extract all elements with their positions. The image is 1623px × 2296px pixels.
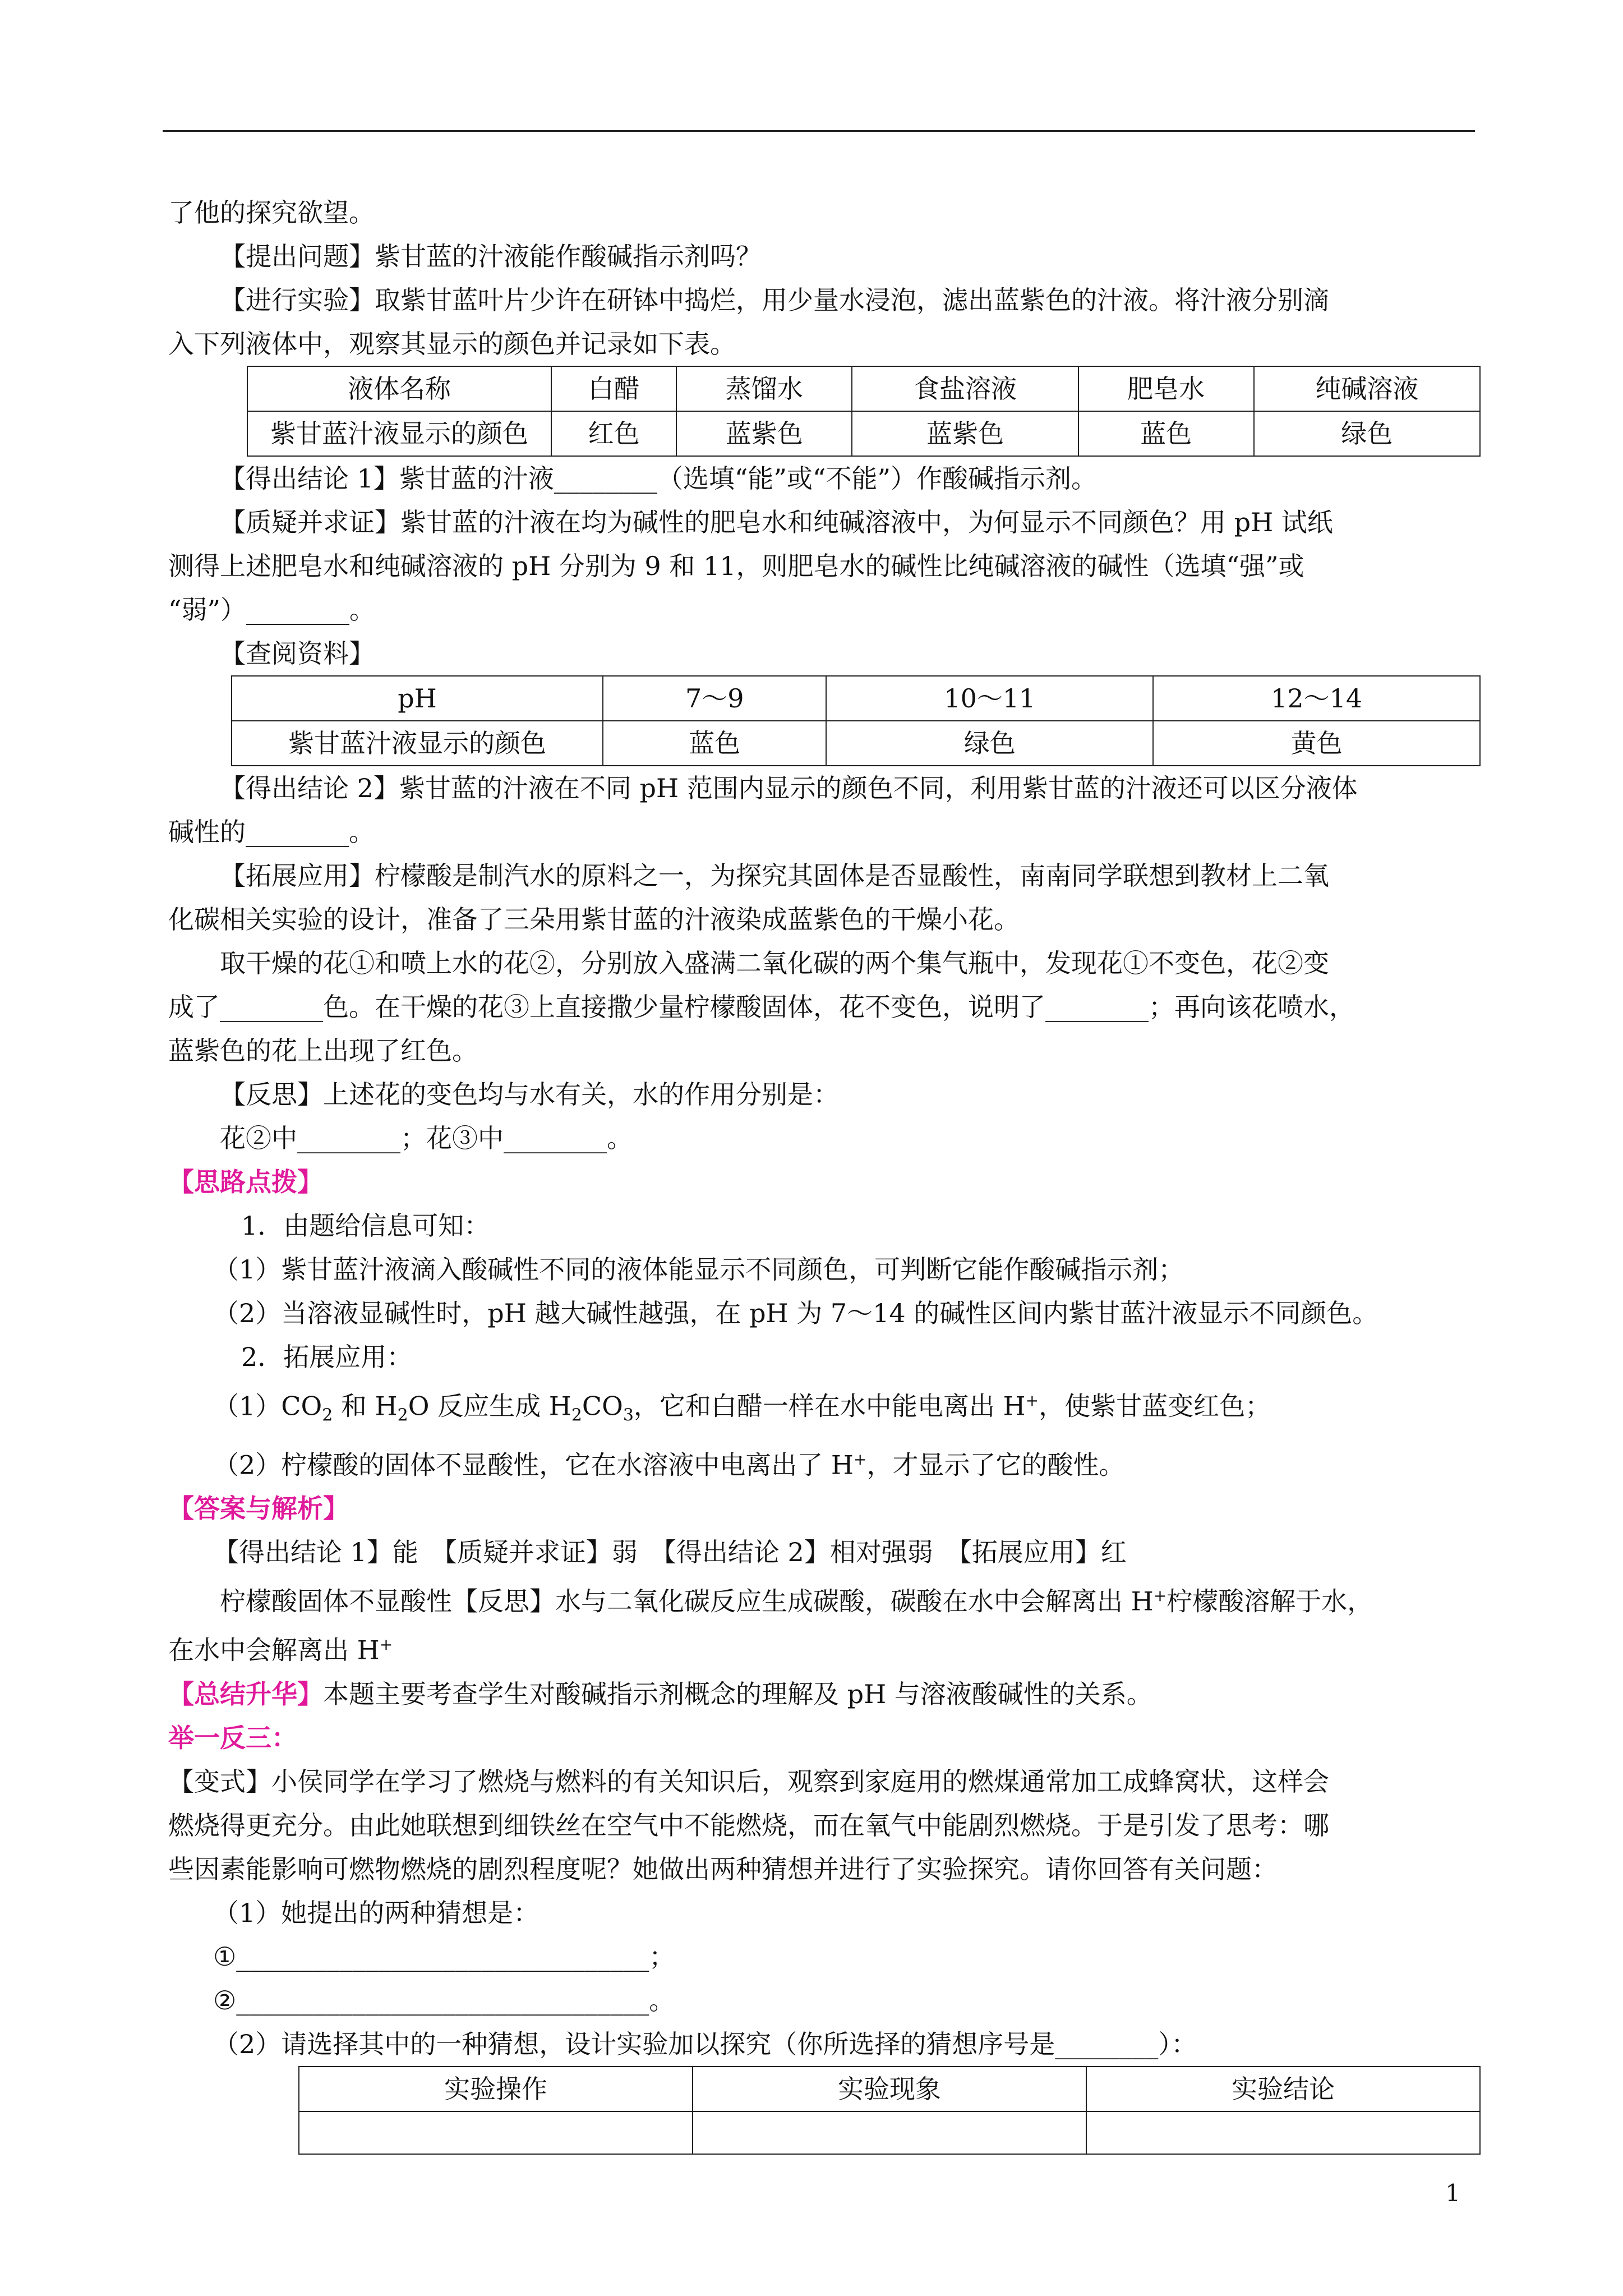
section-heading: 【总结升华】 <box>168 1678 323 1709</box>
table-cell: 绿色 <box>1254 411 1480 456</box>
table-row <box>299 2067 1480 2111</box>
text-span: （1）CO <box>213 1391 322 1421</box>
text-span: 柠檬酸溶解于水， <box>1166 1586 1373 1617</box>
text-line: 【拓展应用】柠檬酸是制汽水的原料之一，为探究其固体是否显酸性，南南同学联想到教材上二氧 <box>220 861 1329 891</box>
table-cell: pH <box>232 676 603 721</box>
document-body <box>168 191 1475 2155</box>
table-cell: 紫甘蓝汁液显示的颜色 <box>232 721 603 766</box>
text-line: 【进行实验】取紫甘蓝叶片少许在研钵中捣烂，用少量水浸泡，滤出蓝紫色的汁液。将汁液分别滴 <box>220 285 1329 315</box>
text-span: ，使紫甘蓝变红色； <box>1039 1391 1271 1421</box>
reference-table <box>231 675 1481 766</box>
text-line: 【得出结论 1】紫甘蓝的汁液________（选填“能”或“不能”）作酸碱指示剂。 <box>220 463 1097 494</box>
table-cell: 液体名称 <box>247 366 551 411</box>
text-line: 【得出结论 2】紫甘蓝的汁液在不同 pH 范围内显示的颜色不同，利用紫甘蓝的汁液还可以区分液体 <box>220 773 1358 803</box>
table-cell: 蒸馏水 <box>676 366 852 411</box>
subscript: 2 <box>322 1405 333 1425</box>
page-number: 1 <box>1445 2179 1460 2207</box>
text-span: CO <box>582 1391 623 1421</box>
header-rule <box>163 130 1475 132</box>
table-cell <box>1086 2111 1480 2154</box>
table-cell: 白醋 <box>551 366 676 411</box>
text-line: 【得出结论 1】能 【质疑并求证】弱 【得出结论 2】相对强弱 【拓展应用】红 <box>213 1536 1127 1567</box>
text-line: ①________________________________； <box>213 1941 675 1972</box>
table-cell: 蓝色 <box>603 721 826 766</box>
subscript: 2 <box>397 1405 408 1425</box>
table-cell: 肥皂水 <box>1078 366 1254 411</box>
text-line: 1．由题给信息可知： <box>241 1211 490 1241</box>
text-span: 和 H <box>333 1391 398 1421</box>
table-cell: 10～11 <box>826 676 1153 721</box>
table-cell <box>693 2111 1086 2154</box>
text-span: 本题主要考查学生对酸碱指示剂概念的理解及 pH 与溶液酸碱性的关系。 <box>323 1678 1152 1709</box>
text-line: 2．拓展应用： <box>241 1342 413 1372</box>
section-heading: 【答案与解析】 <box>168 1493 349 1524</box>
superscript: + <box>1025 1391 1039 1410</box>
table-cell: 绿色 <box>826 721 1153 766</box>
text-line: 取干燥的花①和喷上水的花②，分别放入盛满二氧化碳的两个集气瓶中，发现花①不变色，花②变 <box>220 948 1329 978</box>
subscript: 2 <box>571 1405 582 1425</box>
table-cell: 实验操作 <box>299 2067 693 2111</box>
text-line: 【反思】上述花的变色均与水有关，水的作用分别是： <box>220 1079 839 1110</box>
table-cell: 7～9 <box>603 676 826 721</box>
text-line: 花②中________；花③中________。 <box>220 1123 633 1153</box>
text-line: 了他的探究欲望。 <box>168 197 375 228</box>
text-line: 【提出问题】紫甘蓝的汁液能作酸碱指示剂吗？ <box>220 241 762 272</box>
text-span: （2）柠檬酸的固体不显酸性，它在水溶液中电离出了 H <box>213 1449 854 1480</box>
table-cell: 蓝紫色 <box>852 411 1078 456</box>
text-span: ，它和白醋一样在水中能电离出 H <box>633 1391 1026 1421</box>
subscript: 3 <box>623 1405 634 1425</box>
table-cell: 实验结论 <box>1086 2067 1480 2111</box>
text-line: “弱”）________。 <box>168 595 376 625</box>
text-line: （2）请选择其中的一种猜想，设计实验加以探究（你所选择的猜想序号是________）： <box>213 2028 1197 2059</box>
text-line <box>168 1379 1475 1438</box>
table-cell: 紫甘蓝汁液显示的颜色 <box>247 411 551 456</box>
text-line: 燃烧得更充分。由此她联想到细铁丝在空气中不能燃烧，而在氧气中能剧烈燃烧。于是引发了思考：哪 <box>168 1810 1329 1841</box>
text-line: （2）当溶液显碱性时，pH 越大碱性越强，在 pH 为 7～14 的碱性区间内紫甘蓝汁液显示不同颜色。 <box>213 1298 1378 1328</box>
text-line <box>168 1672 1475 1716</box>
table-cell: 纯碱溶液 <box>1254 366 1480 411</box>
text-line: 【质疑并求证】紫甘蓝的汁液在均为碱性的肥皂水和纯碱溶液中，为何显示不同颜色？用 pH 试纸 <box>220 507 1333 537</box>
text-line: 测得上述肥皂水和纯碱溶液的 pH 分别为 9 和 11，则肥皂水的碱性比纯碱溶液的碱性（选填“强”或 <box>168 551 1304 581</box>
text-line: 蓝紫色的花上出现了红色。 <box>168 1036 478 1066</box>
table-cell: 蓝色 <box>1078 411 1254 456</box>
section-heading: 举一反三： <box>168 1722 297 1753</box>
superscript: + <box>379 1635 393 1654</box>
answer-table <box>298 2066 1481 2155</box>
text-line <box>168 1623 1475 1672</box>
superscript: + <box>1153 1586 1167 1605</box>
text-line: （1）她提出的两种猜想是： <box>213 1897 540 1928</box>
text-line: 化碳相关实验的设计，准备了三朵用紫甘蓝的汁液染成蓝紫色的干燥小花。 <box>168 904 1020 935</box>
table-cell: 12～14 <box>1153 676 1480 721</box>
text-line: （1）紫甘蓝汁液滴入酸碱性不同的液体能显示不同颜色，可判断它能作酸碱指示剂； <box>213 1254 1184 1285</box>
table-row <box>232 721 1480 766</box>
text-line: 【变式】小侯同学在学习了燃烧与燃料的有关知识后，观察到家庭用的燃煤通常加工成蜂窝状，这样会 <box>168 1766 1329 1797</box>
text-span: 柠檬酸固体不显酸性【反思】水与二氧化碳反应生成碳酸，碳酸在水中会解离出 H <box>220 1586 1154 1617</box>
text-line: 入下列液体中，观察其显示的颜色并记录如下表。 <box>168 329 736 359</box>
table-cell: 蓝紫色 <box>676 411 852 456</box>
text-span: 在水中会解离出 H <box>168 1635 380 1665</box>
experiment-table <box>247 366 1481 457</box>
table-row <box>247 366 1480 411</box>
text-line: 些因素能影响可燃物燃烧的剧烈程度呢？她做出两种猜想并进行了实验探究。请你回答有关问题： <box>168 1853 1278 1884</box>
table-row <box>232 676 1480 721</box>
table-row <box>299 2111 1480 2154</box>
text-span: O 反应生成 H <box>408 1391 571 1421</box>
table-cell: 实验现象 <box>693 2067 1086 2111</box>
text-span: ，才显示了它的酸性。 <box>866 1449 1125 1480</box>
table-cell: 红色 <box>551 411 676 456</box>
text-line <box>168 1438 1475 1487</box>
table-cell: 食盐溶液 <box>852 366 1078 411</box>
table-cell: 黄色 <box>1153 721 1480 766</box>
table-row <box>247 411 1480 456</box>
superscript: + <box>854 1450 867 1469</box>
text-line: ②________________________________。 <box>213 1985 675 2016</box>
table-cell <box>299 2111 693 2154</box>
text-line: 碱性的________。 <box>168 817 375 847</box>
text-line: 成了________色。在干燥的花③上直接撒少量柠檬酸固体，花不变色，说明了________；再向该花喷水， <box>168 992 1355 1022</box>
text-line: 【查阅资料】 <box>220 638 375 669</box>
section-heading: 【思路点拨】 <box>168 1167 323 1197</box>
text-line <box>168 1574 1475 1623</box>
